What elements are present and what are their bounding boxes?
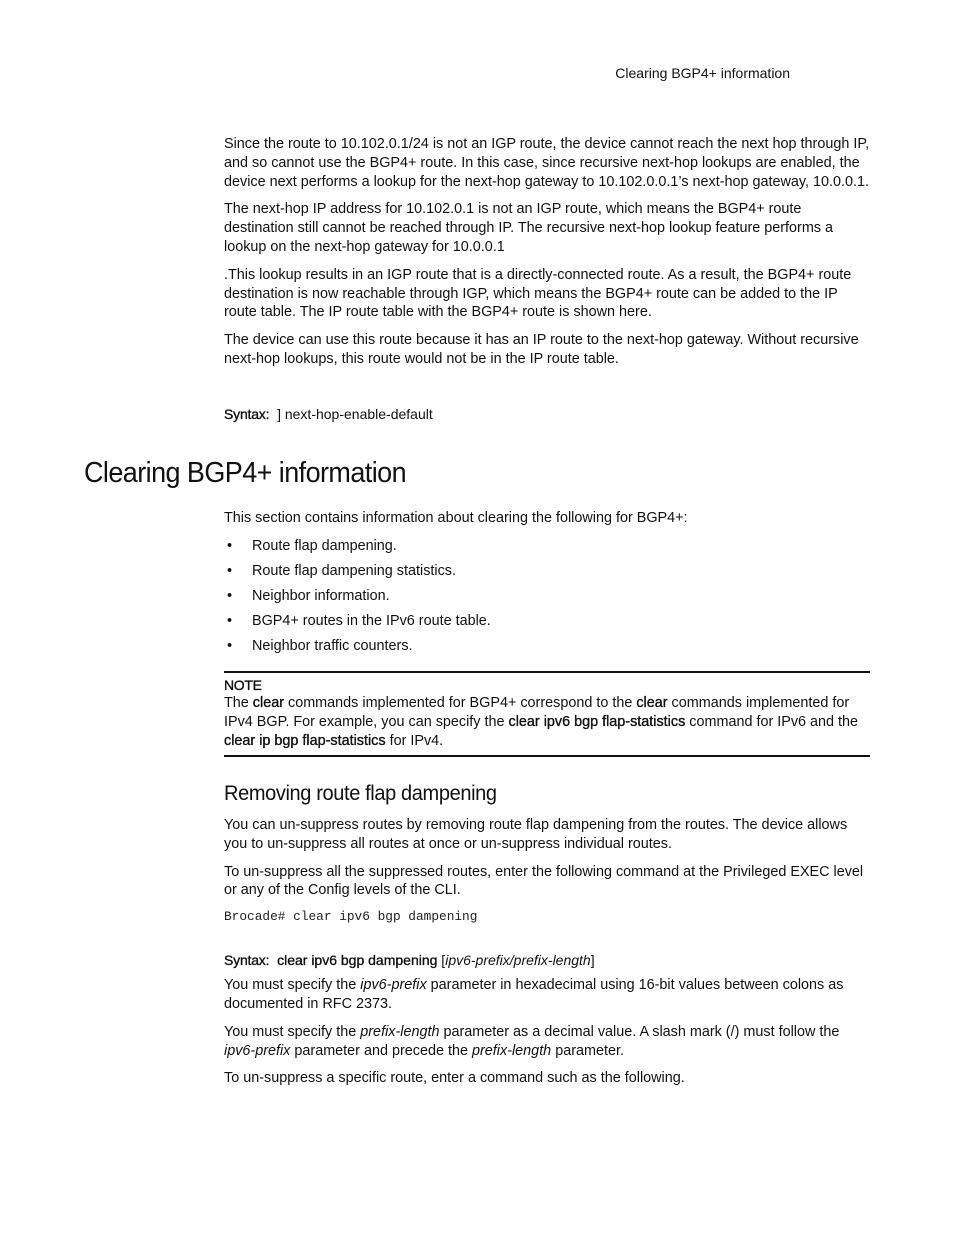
list-item-text: Neighbor information. (252, 587, 390, 604)
syntax-bracket: ] (590, 952, 595, 969)
bullet-icon: • (227, 537, 233, 554)
list-item-text: Route flap dampening. (252, 537, 397, 554)
intro-section (224, 135, 870, 369)
paragraph: .This lookup results in an IGP route that is a directly-connected route. As a result, the BGP4+ route destination is now reachable through IGP, which means the BGP4+ route can be added to the IP route table. The IP route table with the BGP4+ route is shown here. (224, 266, 852, 321)
list-item-text: BGP4+ routes in the IPv6 route table. (252, 612, 491, 629)
subsection (224, 781, 870, 1088)
param-name: ipv6-prefix (224, 1042, 291, 1059)
list-item-text: Route flap dampening statistics. (252, 562, 456, 579)
param-name: ipv6-prefix (360, 977, 427, 994)
bullet-list (224, 537, 870, 662)
text-run: parameter and precede the (290, 1042, 472, 1059)
paragraph: The next-hop IP address for 10.102.0.1 is not an IGP route, which means the BGP4+ route destination still cannot be reached through IP. The recursive next-hop lookup feature performs a lookup on the next-hop gateway for 10.0.0.1 (224, 201, 834, 255)
syntax-param: ipv6-prefix/prefix-length (445, 952, 591, 969)
paragraph (224, 976, 870, 1014)
note-text-run: The (224, 695, 253, 711)
code-example: Brocade# clear ipv6 bgp dampening (224, 909, 478, 925)
text-run: parameter in hexadecimal using 16-bit values between colons as documented in RFC 2373. (224, 977, 844, 1012)
note-text-run: for IPv4. (385, 732, 444, 749)
bullet-icon: • (227, 637, 233, 654)
bullet-icon: • (227, 587, 233, 604)
note-text (224, 694, 870, 750)
section-heading: Clearing BGP4+ information (84, 457, 407, 489)
bullet-icon: • (227, 562, 233, 579)
note-keyword: clear ip bgp flap-statistics (224, 732, 386, 749)
syntax-bracket: [ (437, 952, 446, 969)
text-run: You must specify the (224, 977, 361, 994)
paragraph: Since the route to 10.102.0.1/24 is not an IGP route, the device cannot reach the next hop through IP, and so cannot use the BGP4+ route. In this case, since recursive next-hop lookups are enabled, the device next performs a lookup for the next-hop gateway to 10.102.0.0.1’s next-hop gateway, 10.0.0.1. (224, 136, 870, 190)
paragraph (224, 1023, 870, 1061)
note-keyword: clear (252, 695, 284, 711)
list-item (224, 562, 870, 587)
note-title: NOTE (224, 677, 262, 693)
list-item (224, 612, 870, 637)
syntax-text: ] next-hop-enable-default (277, 406, 433, 422)
list-item (224, 637, 870, 662)
syntax-line (224, 952, 870, 968)
note-keyword: clear (636, 695, 668, 711)
note-text-run: commands implemented for BGP4+ correspond to the (284, 695, 637, 711)
note-keyword: clear ipv6 bgp flap-statistics (508, 713, 686, 730)
list-item (224, 537, 870, 562)
note-text-run: commands implemented for IPv4 BGP. For example, you can specify the (224, 695, 850, 730)
paragraph: To un-suppress a specific route, enter a command such as the following. (224, 1070, 685, 1087)
note-text-run: command for IPv6 and the (685, 713, 859, 730)
list-item-text: Neighbor traffic counters. (252, 637, 413, 654)
syntax-label: Syntax: (224, 952, 270, 969)
running-header: Clearing BGP4+ information (615, 65, 790, 81)
paragraph: The device can use this route because it has an IP route to the next-hop gateway. Without recursive next-hop lookups, this route would not be in the IP route table. (224, 332, 859, 367)
syntax-line (224, 406, 870, 422)
list-item (224, 587, 870, 612)
text-run: You must specify the (224, 1023, 361, 1040)
text-run: parameter. (551, 1042, 624, 1059)
section-intro: This section contains information about clearing the following for BGP4+: (224, 510, 688, 526)
param-name: prefix-length (360, 1023, 440, 1040)
syntax-label: Syntax: (224, 406, 270, 422)
syntax-command: clear ipv6 bgp dampening (277, 952, 438, 969)
subsection-heading: Removing route flap dampening (224, 781, 497, 805)
paragraph: To un-suppress all the suppressed routes, enter the following command at the Privileged EXEC level or any of the Config levels of the CLI. (224, 863, 864, 899)
paragraph: You can un-suppress routes by removing route flap dampening from the routes. The device allows you to un-suppress all routes at once or un-suppress individual routes. (224, 817, 848, 852)
text-run: parameter as a decimal value. A slash mark (/) must follow the (439, 1023, 840, 1040)
section-body (224, 509, 870, 662)
note-box (224, 671, 870, 757)
bullet-icon: • (227, 612, 233, 629)
param-name: prefix-length (472, 1042, 552, 1059)
